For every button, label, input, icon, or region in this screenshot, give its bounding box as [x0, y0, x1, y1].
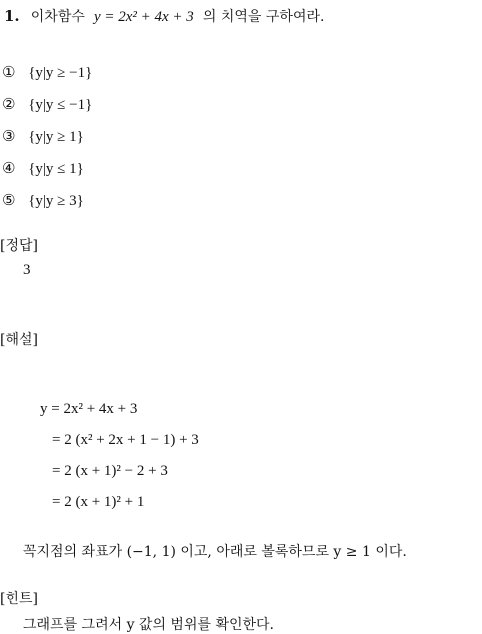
answer-value: 3 — [23, 262, 31, 278]
solution-line-4: = 2 (x + 1)² + 1 — [52, 494, 145, 510]
option-text: {y|y ≥ 3} — [28, 193, 84, 209]
option-text: {y|y ≤ −1} — [28, 97, 93, 113]
option-2[interactable] — [2, 95, 92, 114]
option-marker: ④ — [2, 159, 16, 177]
option-marker: ② — [2, 95, 16, 113]
answer-label: [정답] — [0, 238, 38, 254]
solution-explanation: 꼭지점의 좌표가 (−1, 1) 이고, 아래로 볼록하므로 y ≥ 1 이다. — [23, 544, 407, 560]
question-header — [4, 6, 324, 26]
solution-line-3: = 2 (x + 1)² − 2 + 3 — [52, 463, 168, 479]
question-text-before: 이차함수 — [30, 9, 85, 25]
option-4[interactable] — [2, 159, 84, 178]
hint-text: 그래프를 그려서 y 값의 범위를 확인한다. — [23, 617, 274, 633]
question-equation: y = 2x² + 4x + 3 — [93, 9, 194, 25]
option-marker: ⑤ — [2, 191, 16, 209]
hint-label: [힌트] — [0, 591, 38, 607]
option-1[interactable] — [2, 63, 92, 82]
solution-line-1: y = 2x² + 4x + 3 — [40, 401, 138, 417]
question-number: 1. — [4, 7, 20, 25]
option-text: {y|y ≥ −1} — [28, 65, 93, 81]
solution-line-2: = 2 (x² + 2x + 1 − 1) + 3 — [52, 432, 199, 448]
solution-label: [해설] — [0, 332, 38, 348]
option-5[interactable] — [2, 191, 84, 210]
option-text: {y|y ≤ 1} — [28, 161, 84, 177]
option-text: {y|y ≥ 1} — [28, 129, 84, 145]
question-text-after: 의 치역을 구하여라. — [202, 9, 325, 25]
option-marker: ① — [2, 63, 16, 81]
option-3[interactable] — [2, 127, 84, 146]
option-marker: ③ — [2, 127, 16, 145]
